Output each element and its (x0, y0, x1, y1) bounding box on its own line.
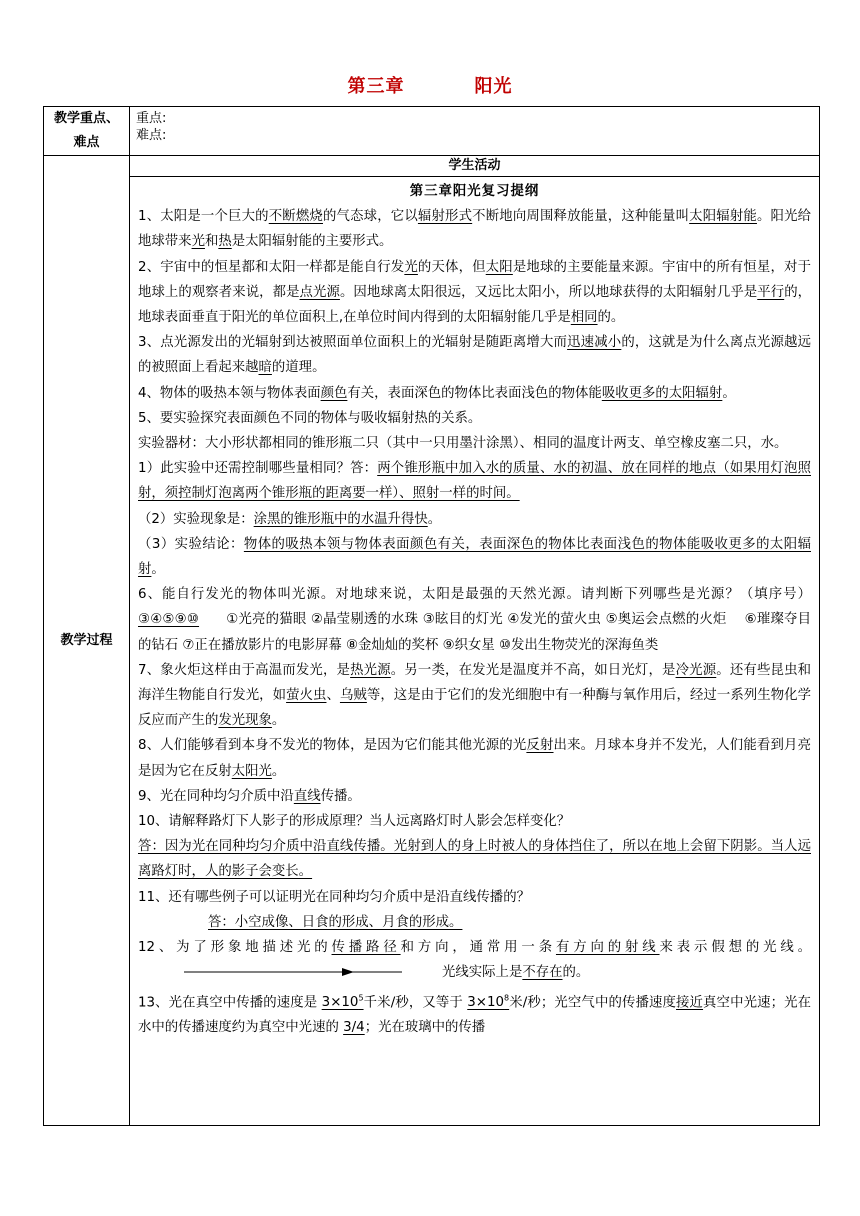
item-13: 13、光在真空中传播的速度是 $3\times 10^5$千米/秒，又等于 $3\times 10^8$米/秒；光空气中的传播速度接近真空中光速；光在水中的传播速度约为真空中光速的 3/4；光在玻璃中的传播 (138, 993, 812, 1036)
item-5-materials: 实验器材：大小形状都相同的锥形瓶二只（其中一只用墨汁涂黑）、相同的温度计两支、单空橡皮塞二只，水。 (138, 436, 788, 452)
chapter-name: 阳光 (474, 76, 513, 97)
item-5: 5、要实验探究表面颜色不同的物体与吸收辐射热的关系。 (138, 410, 482, 426)
item-11-answer: 答：小空成像、日食的形成、月食的形成。 (208, 914, 463, 930)
difficulty-line: 难点: (136, 128, 167, 143)
item-5-q1: 1）此实验中还需控制哪些量相同？答：两个锥形瓶中加入水的质量、水的初温、放在同样的地点（如果用灯泡照射，须控制灯泡离两个锥形瓶的距离要一样）、照射一样的时间。 (138, 461, 811, 502)
item-5-q2: （2）实验现象是：涂黑的锥形瓶中的水温升得快。 (138, 511, 442, 527)
key-points-label: 教学重点、 难点 (44, 107, 130, 156)
item-5-q3: （3）实验结论：物体的吸热本领与物体表面颜色有关，表面深色的物体比表面浅色的物体能吸收更多的太阳辐射。 (138, 536, 811, 578)
outline-content (130, 177, 819, 1125)
lesson-table (43, 106, 820, 1126)
student-activity-cell (130, 156, 820, 1126)
page-title (0, 72, 860, 98)
item-12: 12、为了形象地描述光的传播路径和方向，通常用一条有方向的射线来表示假想的光线。光线实际上是不存在的。 (138, 940, 812, 981)
item-10-answer: 答：因为光在同种均匀介质中沿直线传播。光射到人的身上时被人的身体挡住了，所以在地上会留下阴影。当人远离路灯时，人的影子会变长。 (138, 839, 811, 880)
item-7: 7、象火炬这样由于高温而发光，是热光源。另一类，在发光是温度并不高，如日光灯，是冷光源。还有些昆虫和海洋生物能自行发光，如萤火虫、乌贼等，这是由于它们的发光细胞中有一种酶与氧作用后，经过一系列生物化学反应而产生的发光现象。 (138, 662, 812, 729)
item-6: 6、能自行发光的物体叫光源。对地球来说，太阳是最强的天然光源。请判断下列哪些是光源？（填序号）③④⑤⑨⑩ ①光亮的猫眼 ②晶莹剔透的水珠 ③眩目的灯光 ④发光的萤火虫 ⑤奥运会点燃的火炬 ⑥璀璨夺目的钻石 ⑦正在播放影片的电影屏幕 ⑧金灿灿的奖杯 ⑨织女星 ⑩发出生物荧光的深海鱼类 (138, 587, 811, 653)
teaching-process-label: 教学过程 (44, 156, 130, 1126)
item-9: 9、光在同种均匀介质中沿直线传播。 (138, 788, 361, 804)
outline-title: 第三章阳光复习提纲 (409, 184, 540, 199)
item-10: 10、请解释路灯下人影子的形成原理？当人远离路灯时人影会怎样变化？ (138, 814, 571, 830)
item-8: 8、人们能够看到本身不发光的物体，是因为它们能其他光源的光反射出来。月球本身并不发光，人们能看到月亮是因为它在反射太阳光。 (138, 738, 811, 779)
item-11: 11、还有哪些例子可以证明光在同种均匀介质中是沿直线传播的？ (138, 889, 530, 905)
key-point-line: 重点: (136, 111, 167, 126)
item-4: 4、物体的吸热本领与物体表面颜色有关，表面深色的物体比表面浅色的物体能吸收更多的太阳辐射。 (138, 385, 736, 401)
chapter-label: 第三章 (347, 76, 405, 97)
student-activity-header: 学生活动 (130, 156, 819, 177)
item-1: 1、太阳是一个巨大的不断燃烧的气态球，它以辐射形式不断地向周围释放能量，这种能量叫太阳辐射能。阳光给地球带来光和热是太阳辐射能的主要形式。 (138, 209, 812, 250)
item-3: 3、点光源发出的光辐射到达被照面单位面积上的光辐射是随距离增大而迅速减小的，这就是为什么离点光源越远的被照面上看起来越暗的道理。 (138, 335, 812, 376)
light-ray-arrow-icon (184, 967, 402, 977)
item-2: 2、宇宙中的恒星都和太阳一样都是能自行发光的天体，但太阳是地球的主要能量来源。宇宙中的所有恒星，对于地球上的观察者来说，都是点光源。因地球离太阳很远，又远比太阳小，所以地球获得的太阳辐射几乎是平行的，地球表面垂直于阳光的单位面积上,在单位时间内得到的太阳辐射能几乎是相同的。 (138, 259, 812, 326)
key-points-cell (130, 107, 820, 156)
